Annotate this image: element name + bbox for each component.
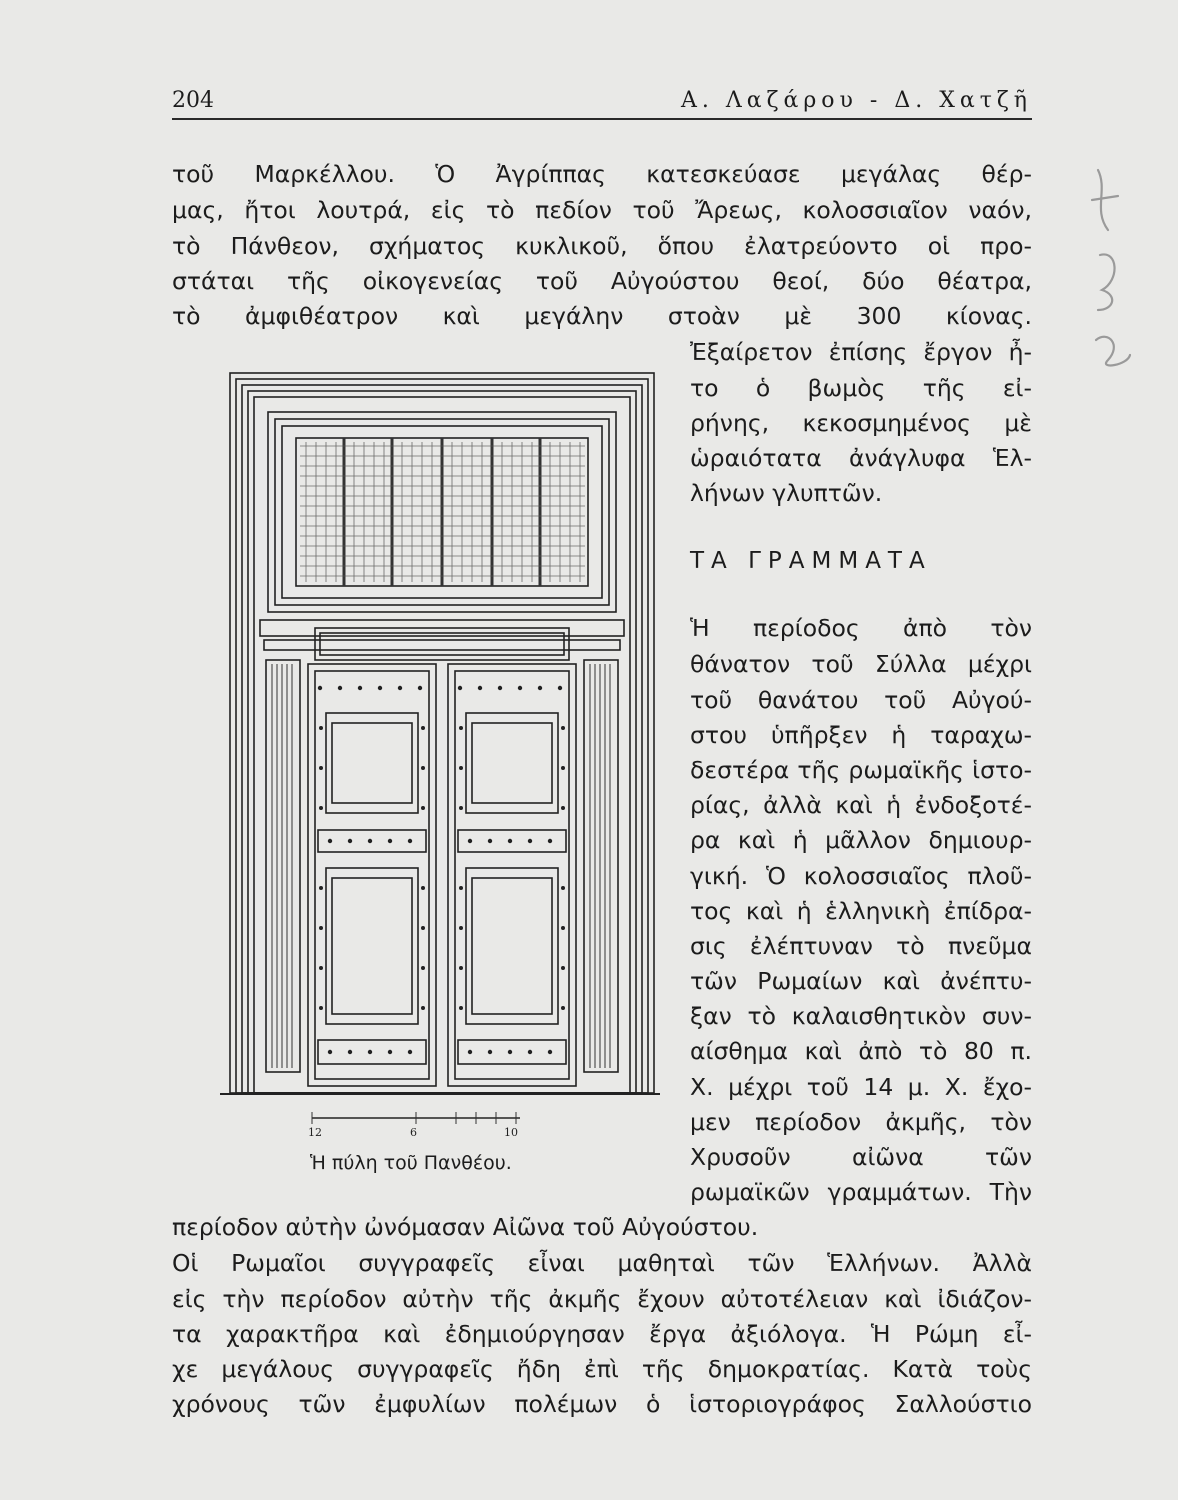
text-line: σις ἐλέπτυναν τὸ πνεῦμα	[690, 932, 1032, 960]
text-line: χρόνους τῶν ἐμφυλίων πολέμων ὁ ἱστοριογράφος Σαλλούστιο	[172, 1390, 1032, 1418]
text-line: το ὁ βωμὸς τῆς εἰ-	[690, 374, 1032, 402]
text-line: Ἡ περίοδος ἀπὸ τὸν	[690, 614, 1032, 642]
text-line: τὸ ἀμφιθέατρον καὶ μεγάλην στοὰν μὲ 300 κίονας.	[172, 302, 1032, 330]
text-line: τοῦ θανάτου τοῦ Αὐγού-	[690, 686, 1032, 714]
running-head: Α. Λαζάρου - Δ. Χατζῆ	[680, 88, 1032, 113]
text-line: Χ. μέχρι τοῦ 14 μ. Χ. ἔχο-	[690, 1073, 1032, 1101]
scale-label: 6	[410, 1126, 417, 1138]
text-line: δεστέρα τῆς ρωμαϊκῆς ἱστο-	[690, 756, 1032, 784]
handwritten-margin-mark	[1078, 160, 1148, 380]
pantheon-door-illustration	[220, 368, 660, 1138]
text-line: στου ὑπῆρξεν ἡ ταραχω-	[690, 721, 1032, 749]
page-number: 204	[172, 88, 214, 113]
scale-label: 10	[504, 1126, 518, 1138]
scale-label: 12	[308, 1126, 322, 1138]
text-line: περίοδον αὐτὴν ὠνόμασαν Αἰῶνα τοῦ Αὐγούστου.	[172, 1213, 759, 1241]
text-line: Ἐξαίρετον ἐπίσης ἔργον ἦ-	[690, 338, 1032, 366]
text-line: εἰς τὴν περίοδον αὐτὴν τῆς ἀκμῆς ἔχουν αὐτοτέλειαν καὶ ἰδιάζον-	[172, 1285, 1032, 1313]
text-line: στάται τῆς οἰκογενείας τοῦ Αὐγούστου θεοί, δύο θέατρα,	[172, 267, 1032, 295]
text-line: ρήνης, κεκοσμημένος μὲ	[690, 409, 1032, 437]
text-line: μεν περίοδον ἀκμῆς, τὸν	[690, 1108, 1032, 1136]
text-line: γική. Ὁ κολοσσιαῖος πλοῦ-	[690, 862, 1032, 890]
text-line: λήνων γλυπτῶν.	[690, 479, 883, 507]
text-line: ὡραιότατα ἀνάγλυφα Ἑλ-	[690, 444, 1032, 472]
text-line: τῶν Ρωμαίων καὶ ἀνέπτυ-	[690, 967, 1032, 995]
text-line: θάνατον τοῦ Σύλλα μέχρι	[690, 650, 1032, 678]
text-line: ρα καὶ ἡ μᾶλλον δημιουρ-	[690, 826, 1032, 854]
section-heading: ΤΑ ΓΡΑΜΜΑΤΑ	[690, 548, 932, 574]
text-line: Οἱ Ρωμαῖοι συγγραφεῖς εἶναι μαθηταὶ τῶν Ἑλλήνων. Ἀλλὰ	[172, 1249, 1032, 1277]
text-line: ρίας, ἀλλὰ καὶ ἡ ἐνδοξοτέ-	[690, 791, 1032, 819]
page-header	[172, 88, 1032, 120]
figure-caption: Ἡ πύλη τοῦ Πανθέου.	[310, 1152, 512, 1174]
text-line: ξαν τὸ καλαισθητικὸν συν-	[690, 1002, 1032, 1030]
text-line: αίσθημα καὶ ἀπὸ τὸ 80 π.	[690, 1037, 1032, 1065]
text-line: ρωμαϊκῶν γραμμάτων. Τὴν	[690, 1178, 1032, 1206]
text-line: Χρυσοῦν αἰῶνα τῶν	[690, 1143, 1032, 1171]
text-line: τοῦ Μαρκέλλου. Ὁ Ἀγρίππας κατεσκεύασε μεγάλας θέρ-	[172, 160, 1032, 188]
text-line: τος καὶ ἡ ἑλληνικὴ ἐπίδρα-	[690, 897, 1032, 925]
text-line: τὸ Πάνθεον, σχήματος κυκλικοῦ, ὅπου ἐλατρεύοντο οἱ προ-	[172, 232, 1032, 260]
text-line: τα χαρακτῆρα καὶ ἐδημιούργησαν ἔργα ἀξιόλογα. Ἡ Ρώμη εἶ-	[172, 1320, 1032, 1348]
text-line: μας, ἤτοι λουτρά, εἰς τὸ πεδίον τοῦ Ἄρεως, κολοσσιαῖον ναόν,	[172, 196, 1032, 224]
text-line: χε μεγάλους συγγραφεῖς ἤδη ἐπὶ τῆς δημοκρατίας. Κατὰ τοὺς	[172, 1355, 1032, 1383]
